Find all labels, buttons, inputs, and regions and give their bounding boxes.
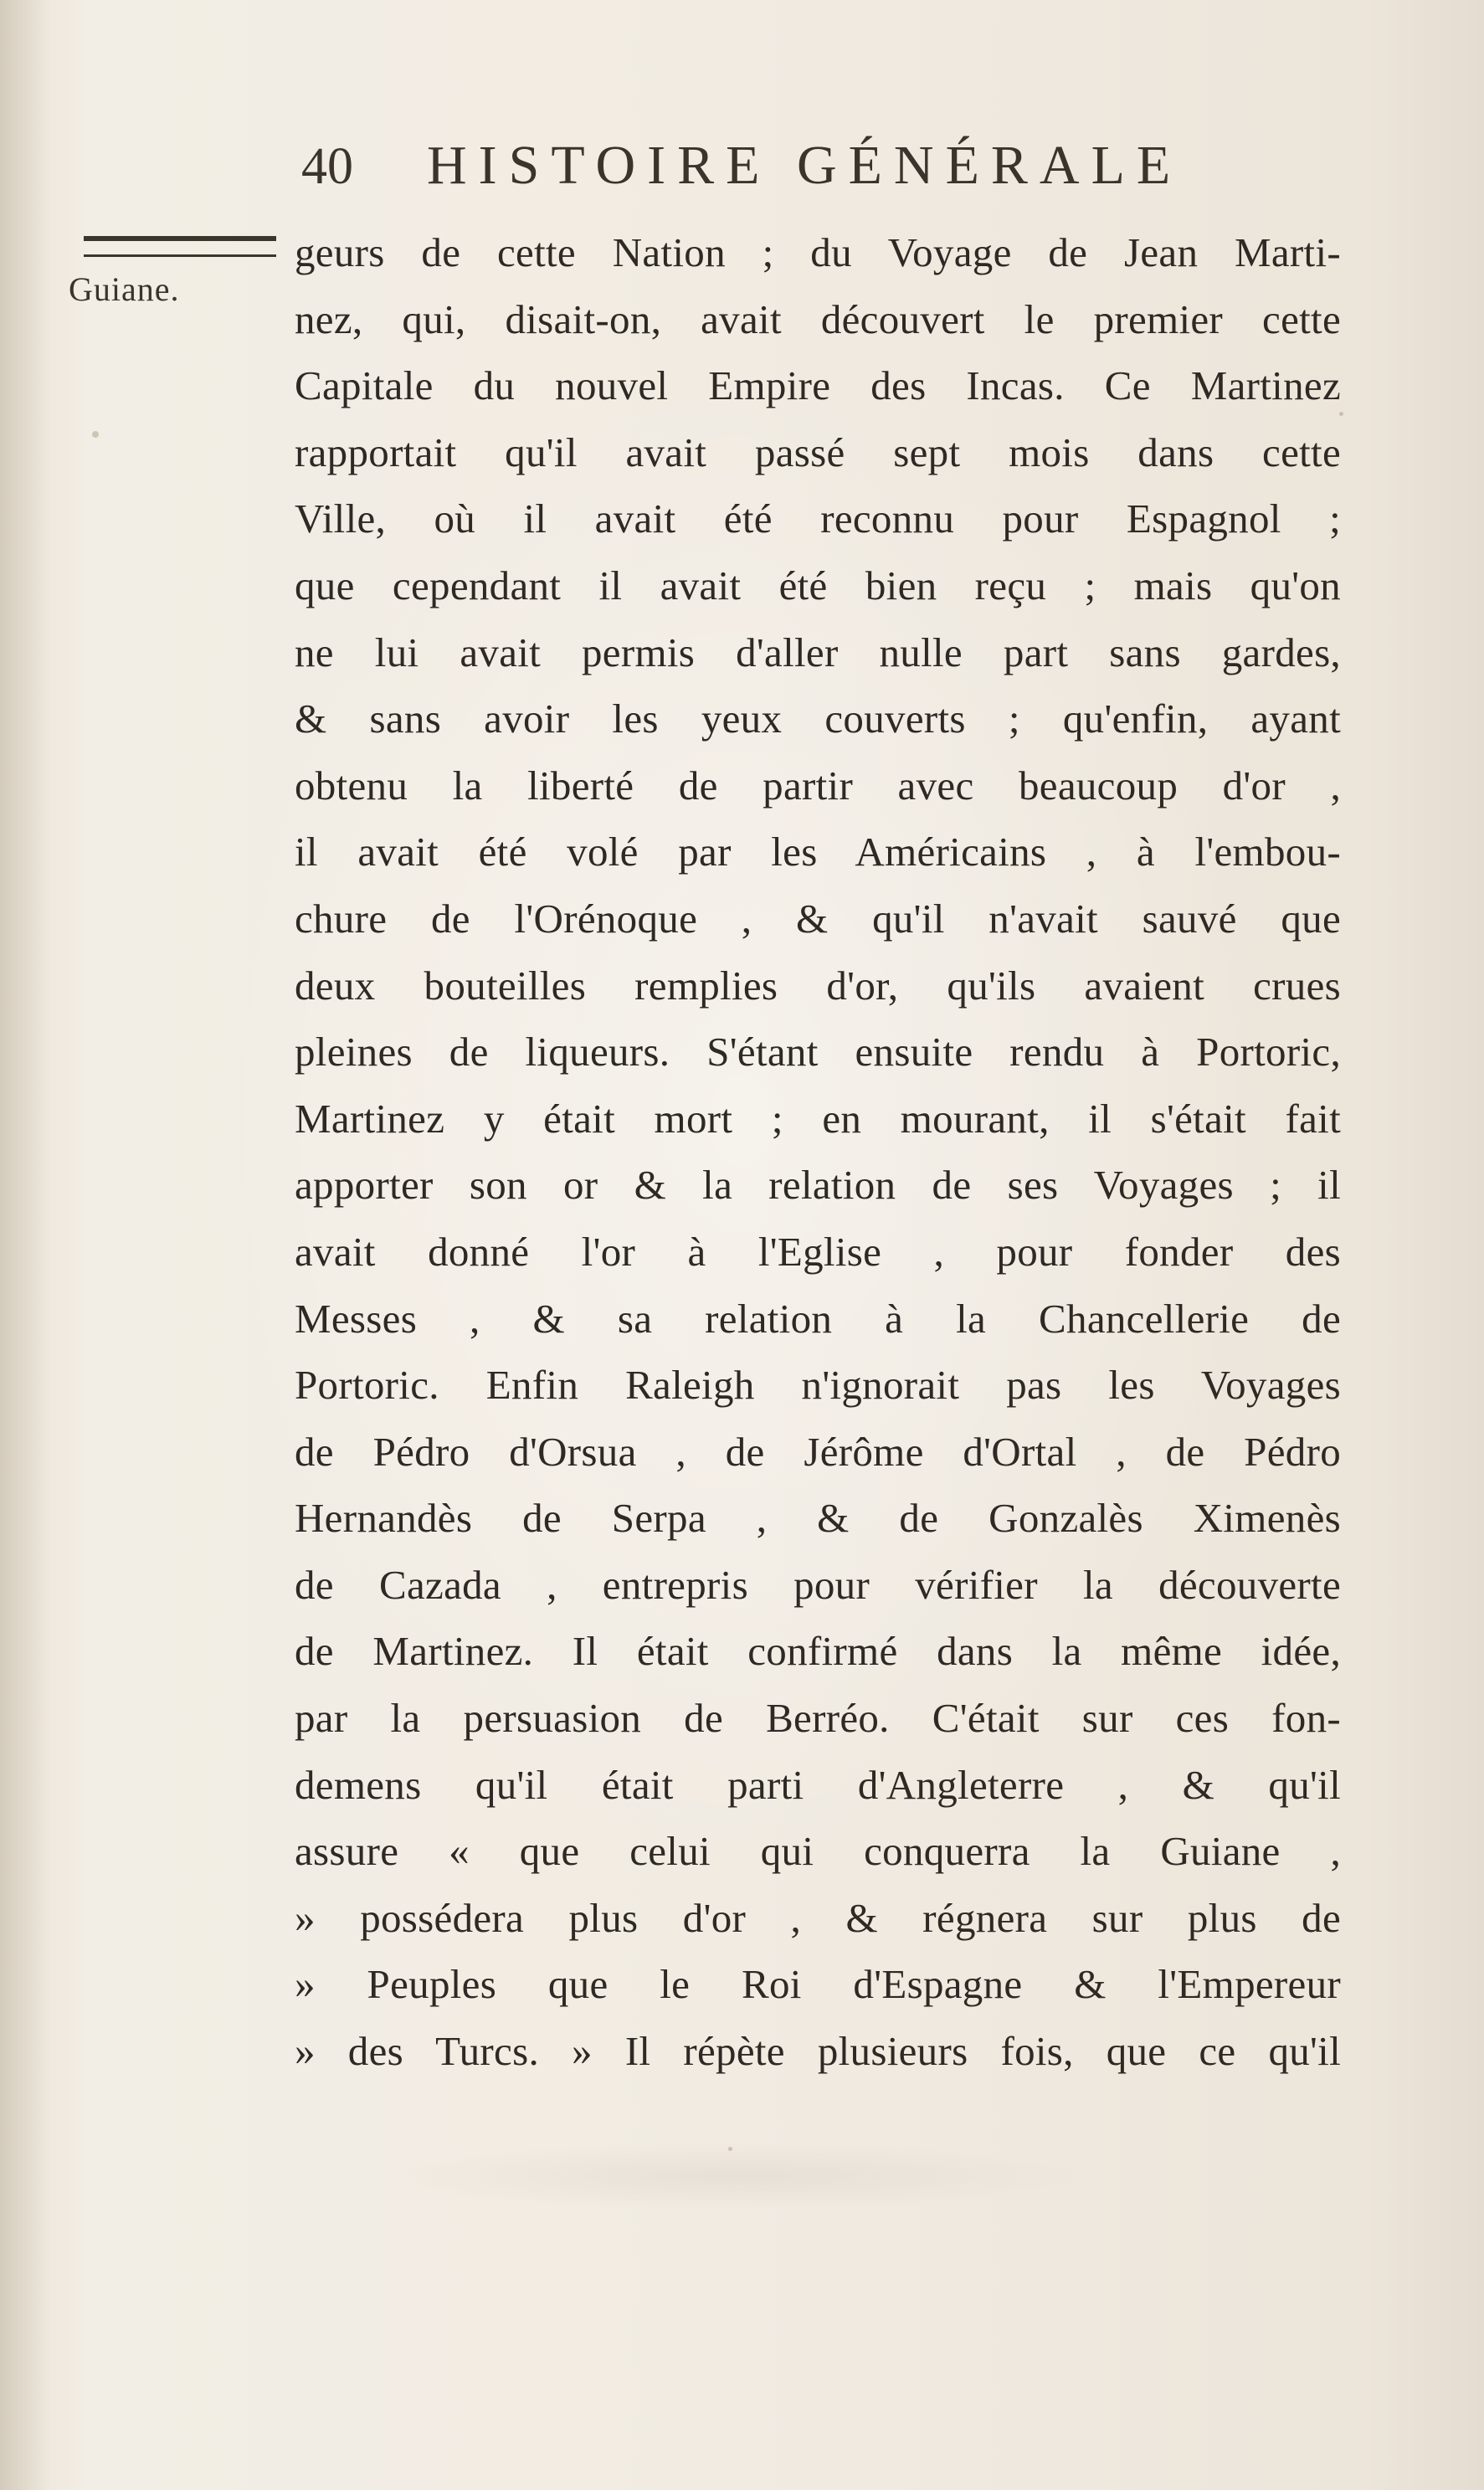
foxing-spot (728, 2147, 732, 2151)
text-line: nez, qui, disait-on, avait découvert le premier cette (295, 295, 1341, 342)
text-line: de Pédro d'Orsua , de Jérôme d'Ortal , de Pédro (295, 1428, 1341, 1475)
foxing-spot (1339, 412, 1343, 416)
text-line: Hernandès de Serpa , & de Gonzalès Ximenès (295, 1495, 1341, 1542)
text-line: Capitale du nouvel Empire des Incas. Ce Martinez (295, 362, 1341, 409)
text-line: » Peuples que le Roi d'Espagne & l'Empereur (295, 1961, 1341, 2008)
text-line: avait donné l'or à l'Eglise , pour fonder des (295, 1228, 1341, 1275)
text-line: il avait été volé par les Américains , à l'embou- (295, 829, 1341, 875)
text-line: rapportait qu'il avait passé sept mois dans cette (295, 429, 1341, 475)
text-line: » possédera plus d'or , & régnera sur plus de (295, 1894, 1341, 1941)
text-line: demens qu'il était parti d'Angleterre , & qu'il (295, 1761, 1341, 1808)
running-head (301, 134, 1356, 209)
text-line: & sans avoir les yeux couverts ; qu'enfin, ayant (295, 696, 1341, 742)
text-line: pleines de liqueurs. S'étant ensuite rendu à Portoric, (295, 1029, 1341, 1076)
text-line: deux bouteilles remplies d'or, qu'ils avaient crues (295, 962, 1341, 1009)
text-line: Ville, où il avait été reconnu pour Espagnol ; (295, 495, 1341, 542)
text-line: de Cazada , entrepris pour vérifier la découverte (295, 1561, 1341, 1608)
show-through-stain (360, 2126, 1113, 2226)
running-title: HISTOIRE GÉNÉRALE (427, 135, 1183, 196)
margin-rule (84, 236, 276, 257)
text-line: Portoric. Enfin Raleigh n'ignorait pas les Voyages (295, 1362, 1341, 1409)
text-line: geurs de cette Nation ; du Voyage de Jean Marti- (295, 229, 1341, 275)
text-line: ne lui avait permis d'aller nulle part sans gardes, (295, 629, 1341, 675)
text-line: que cependant il avait été bien reçu ; mais qu'on (295, 562, 1341, 608)
body-text (295, 219, 1341, 2085)
text-line: assure « que celui qui conquerra la Guiane , (295, 1828, 1341, 1875)
text-line: par la persuasion de Berréo. C'était sur ces fon- (295, 1695, 1341, 1742)
margin-note: Guiane. (69, 270, 180, 308)
text-line: apporter son or & la relation de ses Voyages ; il (295, 1162, 1341, 1209)
text-line: chure de l'Orénoque , & qu'il n'avait sauvé que (295, 895, 1341, 942)
text-line: de Martinez. Il était confirmé dans la même idée, (295, 1628, 1341, 1675)
text-line: Messes , & sa relation à la Chancellerie de (295, 1295, 1341, 1342)
page-number: 40 (301, 138, 353, 195)
gutter-shadow (0, 0, 50, 2490)
foxing-spot (92, 431, 99, 438)
text-line: » des Turcs. » Il répète plusieurs fois, que ce qu'il (295, 2028, 1341, 2075)
text-line: obtenu la liberté de partir avec beaucoup d'or , (295, 762, 1341, 809)
text-line: Martinez y était mort ; en mourant, il s'était fait (295, 1095, 1341, 1142)
